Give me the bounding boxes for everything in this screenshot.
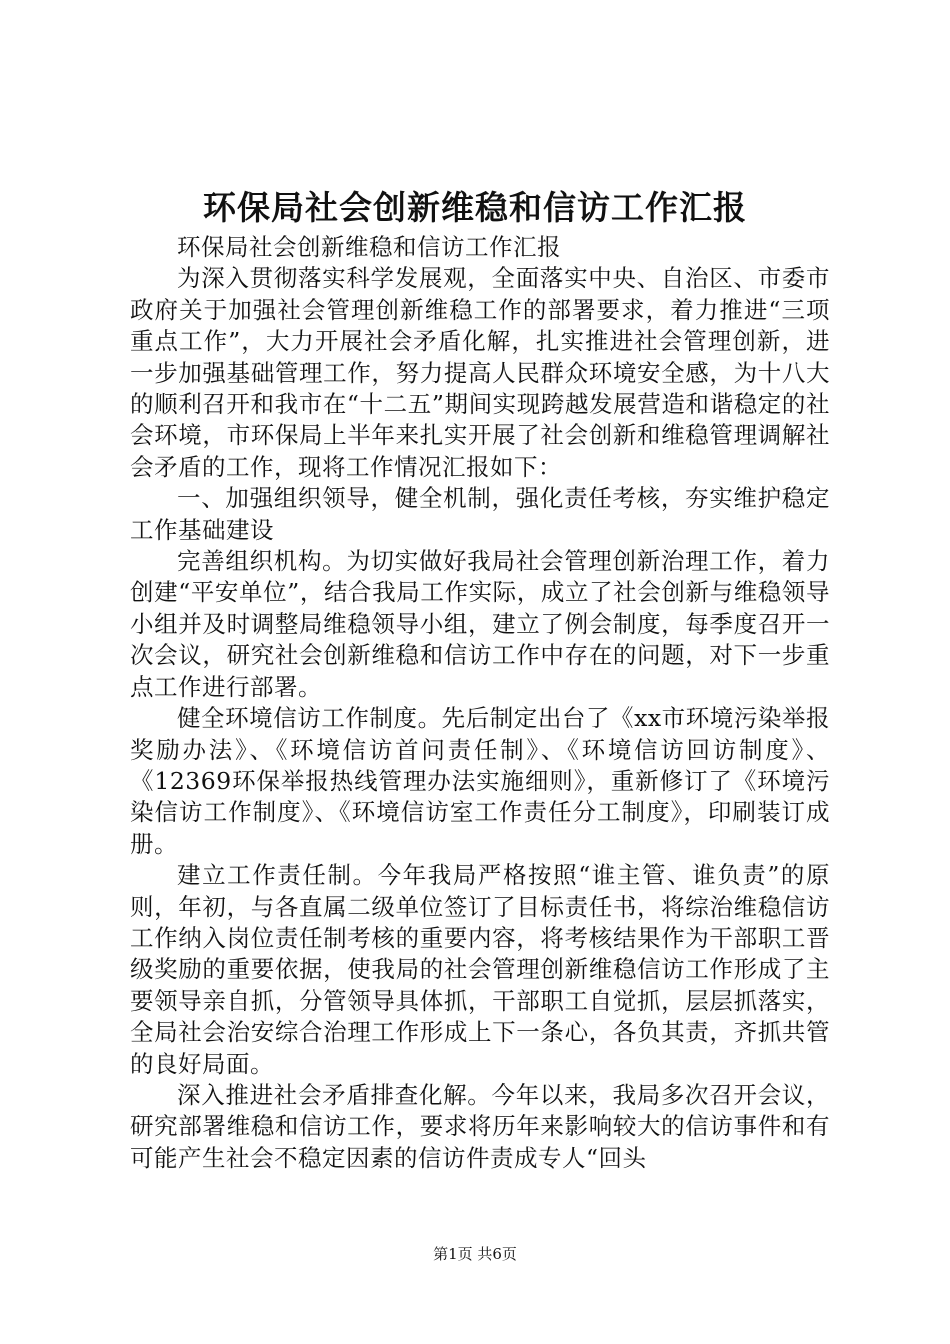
- section-heading-1: 一、加强组织领导，健全机制，强化责任考核，夯实维护稳定工作基础建设: [130, 484, 830, 544]
- document-title: 环保局社会创新维稳和信访工作汇报: [203, 188, 747, 227]
- paragraph-regulations: 健全环境信访工作制度。先后制定出台了《xx市环境污染举报奖励办法》、《环境信访首问责任制》、《环境信访回访制度》、《12369环保举报热线管理办法实施细则》，重新修订了《环境污染信访工作制度》、《环境信访室工作责任分工制度》，印刷装订成册。: [130, 704, 830, 858]
- paragraph-subtitle: 环保局社会创新维稳和信访工作汇报: [177, 233, 561, 261]
- paragraph-organization: 完善组织机构。为切实做好我局社会管理创新治理工作，着力创建“平安单位”，结合我局工作实际，成立了社会创新与维稳领导小组并及时调整局维稳领导小组，建立了例会制度，每季度召开一次会议，研究社会创新维稳和信访工作中存在的问题，对下一步重点工作进行部署。: [130, 547, 830, 701]
- page-number: 第1页 共6页: [433, 1245, 517, 1263]
- document-body: [130, 232, 830, 1174]
- paragraph-responsibility: 建立工作责任制。今年我局严格按照“谁主管、谁负责”的原则，年初，与各直属二级单位签订了目标责任书，将综治维稳信访工作纳入岗位责任制考核的重要内容，将考核结果作为干部职工晋级奖励的重要依据，使我局的社会管理创新维稳信访工作形成了主要领导亲自抓，分管领导具体抓，干部职工自觉抓，层层抓落实，全局社会治安综合治理工作形成上下一条心，各负其责，齐抓共管的良好局面。: [130, 861, 830, 1078]
- paragraph-conflict-resolution: 深入推进社会矛盾排查化解。今年以来，我局多次召开会议，研究部署维稳和信访工作，要求将历年来影响较大的信访事件和有可能产生社会不稳定因素的信访件责成专人“回头: [130, 1080, 830, 1172]
- paragraph-intro: 为深入贯彻落实科学发展观，全面落实中央、自治区、市委市政府关于加强社会管理创新维稳工作的部署要求，着力推进“三项重点工作”，大力开展社会矛盾化解，扎实推进社会管理创新，进一步加强基础管理工作，努力提高人民群众环境安全感，为十八大的顺利召开和我市在“十二五”期间实现跨越发展营造和谐稳定的社会环境，市环保局上半年来扎实开展了社会创新和维稳管理调解社会矛盾的工作，现将工作情况汇报如下：: [130, 264, 830, 481]
